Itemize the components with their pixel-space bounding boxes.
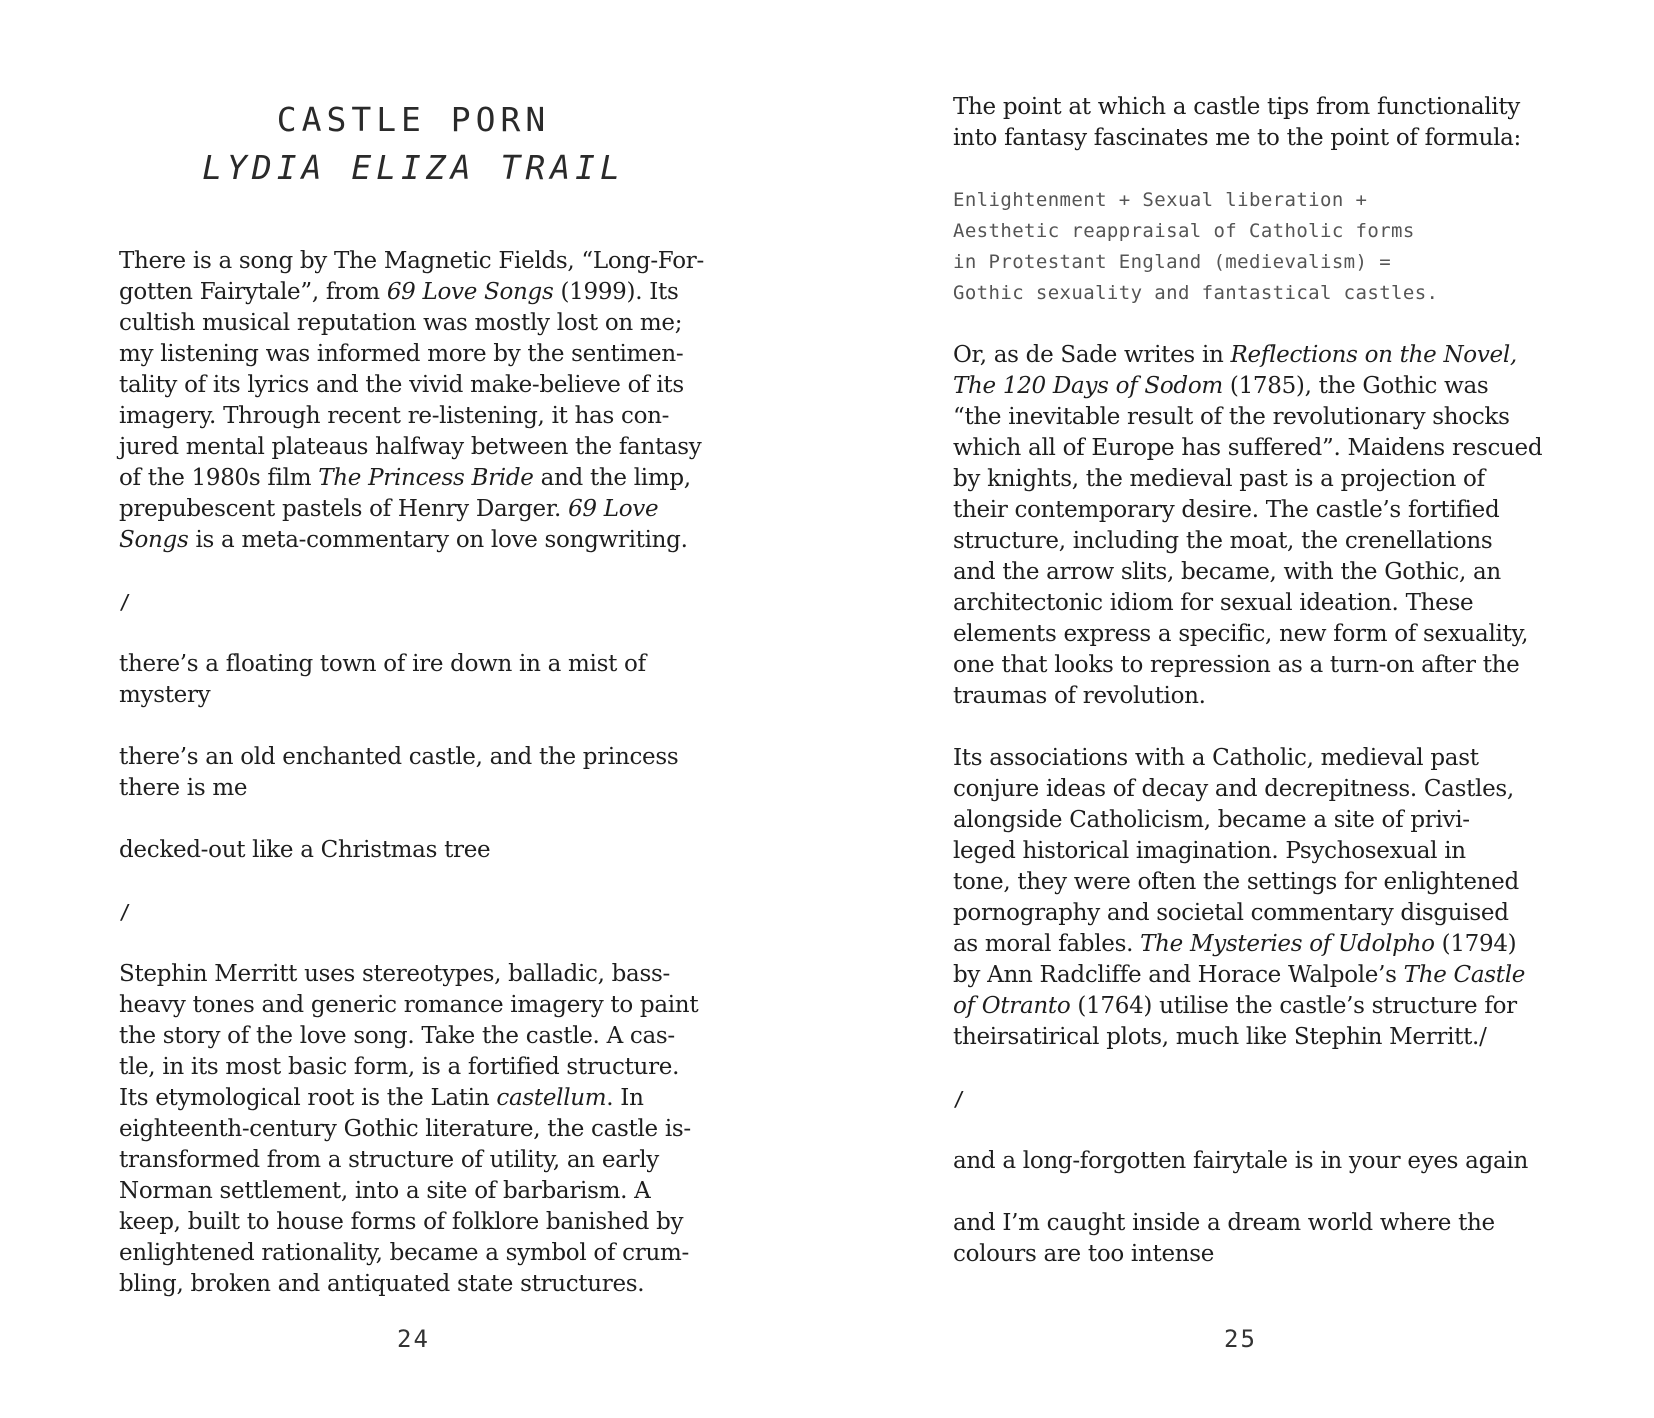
page-number: 25: [1224, 1325, 1257, 1353]
right-page-body: [953, 92, 1542, 1270]
section-divider: /: [119, 900, 131, 924]
section-divider: /: [953, 1087, 965, 1111]
lyric-stanza: decked-out like a Christmas tree: [119, 837, 491, 863]
lyric-stanza: and I’m caught inside a dream world where the colours are too intense: [953, 1210, 1495, 1267]
paragraph-intro: There is a song by The Magnetic Fields, “Long-For- gotten Fairytale”, from 69 Love Songs (1999). Its cultish musical reputation was mostly lost on me; my listening was informed more by the sentimen- tality of its lyrics and the vivid make-believe of its imagery. Through recent re-listening, it has con- jured mental plateaus halfway between the fantasy of the 1980s film The Princess Bride and the limp, prepubescent pastels of Henry Darger. 69 Love Songs is a meta-commentary on love songwriting.: [119, 248, 704, 553]
paragraph-formula-intro: The point at which a castle tips from functionality into fantasy fascinates me to the point of formula:: [953, 94, 1521, 151]
paragraph-merritt: Stephin Merritt uses stereotypes, balladic, bass- heavy tones and generic romance imagery to paint the story of the love song. Take the castle. A cas- tle, in its most basic form, is a fortified structure. Its etymological root is the Latin castellum. In eighteenth-century Gothic literature, the castle is- transformed from a structure of utility, an early Norman settlement, into a site of barbarism. A keep, built to house forms of folklore banished by enlightened rationality, became a symbol of crum- bling, broken and antiquated state structures.: [119, 961, 699, 1297]
article-heading: [0, 96, 827, 192]
right-page: [827, 0, 1654, 1418]
lyric-stanza: there’s a floating town of ire down in a mist of mystery: [119, 651, 646, 708]
article-author: LYDIA ELIZA TRAIL: [202, 148, 625, 187]
formula-block: Enlightenment + Sexual liberation + Aesthetic reappraisal of Catholic forms in Protestant England (medievalism) = Gothic sexuality and fantastical castles.: [953, 189, 1439, 304]
paragraph-de-sade: Or, as de Sade writes in Reflections on the Novel, The 120 Days of Sodom (1785), the Gothic was “the inevitable result of the revolutionary shocks which all of Europe has suffered”. Maidens rescued by knights, the medieval past is a projection of their contemporary desire. The castle’s fortified structure, including the moat, the crenellations and the arrow slits, became, with the Gothic, an architectonic idiom for sexual ideation. These elements express a specific, new form of sexuality, one that looks to repression as a turn-on after the traumas of revolution.: [953, 342, 1543, 709]
page-number: 24: [397, 1325, 430, 1353]
section-divider: /: [119, 590, 131, 614]
paragraph-catholic: Its associations with a Catholic, medieval past conjure ideas of decay and decrepitness. Castles, alongside Catholicism, became a site of privi- leged historical imagination. Psychosexual in tone, they were often the settings for enlightened pornography and societal commentary disguised as moral fables. The Mysteries of Udolpho (1794) by Ann Radcliffe and Horace Walpole’s The Castle of Otranto (1764) utilise the castle’s structure for theirsatirical plots, much like Stephin Merritt./: [953, 745, 1526, 1050]
left-page-body: [119, 246, 704, 1300]
lyric-stanza: and a long-forgotten fairytale is in your eyes again: [953, 1148, 1528, 1174]
lyric-stanza: there’s an old enchanted castle, and the princess there is me: [119, 744, 679, 801]
article-title: CASTLE PORN: [276, 100, 551, 139]
